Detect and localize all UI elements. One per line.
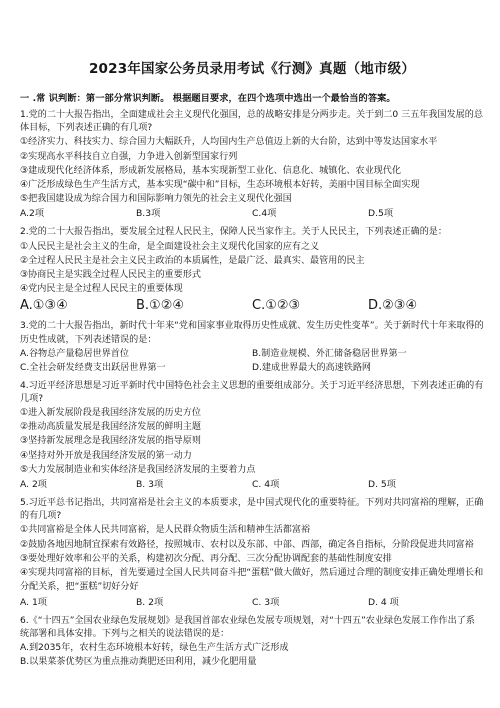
question-3-options: [20, 347, 484, 376]
question-2-statement-3: ③协商民主是实践全过程人民民主的重要形式: [20, 270, 201, 281]
question-4-statement-1: ①进入新发展阶段是我国经济发展的历史方位: [20, 408, 201, 419]
question-1-statement-5: ⑤把我国建设成为综合国力和国际影响力领先的社会主义现代化强国: [20, 194, 292, 205]
option-d: D.②③④: [368, 298, 418, 314]
document-title: 2023年国家公务员录用考试《行测》真题（地市级）: [88, 61, 416, 77]
question-4-statement-3: ③坚持新发展理念是我国经济发展的指导原则: [20, 436, 201, 447]
question-3-stem: 3.党的二十大报告指出，新时代十年来“党和国家事业取得历史性成就、发生历史性变革”。关于新时代十年来取得的历史性成就，下列表述错误的是：: [20, 321, 484, 345]
question-4-statement-2: ②推动高质量发展是我国经济发展的鲜明主题: [20, 422, 201, 433]
question-5-options: [20, 595, 484, 611]
option-b: B.制造业规模、外汇储备稳居世界第一: [252, 348, 407, 359]
option-c: C. 3项: [252, 596, 280, 608]
question-4-statement-5: ⑤大力发展制造业和实体经济是我国经济发展的主要着力点: [20, 464, 256, 475]
option-d: D. 4 项: [368, 596, 399, 608]
question-1-options: [20, 206, 484, 222]
question-4-stem: 4.习近平经济思想是习近平新时代中国特色社会主义思想的重要组成部分。关于习近平经济思想，下列表述正确的有几项?: [20, 380, 484, 404]
question-1-statement-4: ④广泛形成绿色生产生活方式，基本实现“碳中和”目标，生态环境根本好转，美丽中国目标全面实现: [20, 180, 420, 191]
option-c: C.4项: [252, 208, 277, 220]
option-a: A. 2项: [20, 479, 47, 491]
question-5-statement-1: ①共同富裕是全体人民共同富裕，是人民群众物质生活和精神生活都富裕: [20, 525, 311, 536]
question-5-statement-3: ③要处理好效率和公平的关系，构建初次分配、再分配、三次分配协调配套的基础性制度安排: [20, 553, 392, 564]
question-2-options: [20, 296, 484, 316]
option-a: A.谷物总产量稳居世界首位: [20, 348, 129, 359]
question-4-options: [20, 477, 484, 493]
option-c: C.①②③: [252, 298, 301, 314]
question-6: [20, 615, 484, 670]
question-1-statement-3: ③建成现代化经济体系，形成新发展格局，基本实现新型工业化、信息化、城镇化、农业现代化: [20, 165, 401, 176]
question-5-statement-2: ②鼓励各地因地制宜探索有效路径，按照城市、农村以及东部、中部、西部，确定各自指标，分阶段促进共同富裕: [20, 539, 474, 550]
option-d: D. 5项: [368, 479, 396, 491]
question-2-statement-1: ①人民民主是社会主义的生命，是全面建设社会主义现代化国家的应有之义: [20, 241, 320, 252]
option-c: C.全社会研发经费支出跃居世界第一: [20, 363, 166, 374]
section-header: 一 .常 识判断：第一部分常识判断。 根据题目要求，在四个选项中选出一个最恰当的答案。: [20, 93, 396, 104]
option-b: B.3项: [136, 208, 161, 220]
question-1-statement-2: ②实现高水平科技自立自强，力争进入创新型国家行列: [20, 151, 238, 162]
option-a: A. 1项: [20, 596, 47, 608]
option-a: A.①③④: [20, 298, 68, 314]
question-1-statement-1: ①经济实力、科技实力、综合国力大幅跃升，人均国内生产总值迈上新的大台阶，达到中等发达国家水平: [20, 137, 438, 148]
question-1: [20, 109, 484, 222]
option-d: D.5项: [368, 208, 394, 220]
question-2: [20, 226, 484, 316]
question-6-option-b: B.以果菜茶优势区为重点推动粪肥还田利用，减少化肥用量: [20, 657, 257, 668]
option-d: D.建成世界最大的高速铁路网: [252, 363, 372, 374]
question-2-statement-2: ②全过程人民民主是社会主义民主政治的本质属性，是最广泛、最真实、最管用的民主: [20, 255, 365, 266]
question-3: [20, 320, 484, 375]
option-c: C. 4项: [252, 479, 280, 491]
option-a: A.2项: [20, 208, 45, 220]
question-6-option-a: A.到2035年，农村生态环境根本好转，绿色生产生活方式广泛形成: [20, 642, 289, 653]
question-2-stem: 2.党的二十大报告指出，要发展全过程人民民主，保障人民当家作主。关于人民民主，下列表述正确的是：: [20, 227, 447, 238]
question-5-statement-4: ④实现共同富裕的目标，首先要通过全国人民共同奋斗把“蛋糕”做大做好，然后通过合理的制度安排正确处理增长和分配关系，把“蛋糕”切好分好: [20, 568, 484, 593]
question-5: [20, 497, 484, 610]
question-5-stem: 5.习近平总书记指出，共同富裕是社会主义的本质要求，是中国式现代化的重要特征。下列对共同富裕的理解，正确的有几项?: [20, 498, 484, 522]
question-6-stem: 6.《“十四五”全国农业绿色发展规划》是我国首部农业绿色发展专项规划，对“十四五”农业绿色发展工作作出了系统部署和具体安排。下列与之相关的说法错误的是：: [20, 615, 475, 639]
question-1-stem: 1.党的二十大报告指出，全面建成社会主义现代化强国，总的战略安排是分两步走。关于到二0 三五年我国发展的总体目标，下列表述正确的有几项?: [20, 110, 483, 134]
option-b: B. 2项: [136, 596, 164, 608]
option-b: B. 3项: [136, 479, 164, 491]
question-4-statement-4: ④坚持对外开放是我国经济发展的第一动力: [20, 450, 192, 461]
question-2-statement-4: ④党内民主是全过程人民民主的重要体现: [20, 284, 183, 295]
option-b: B.①②④: [136, 298, 185, 314]
question-4: [20, 380, 484, 493]
